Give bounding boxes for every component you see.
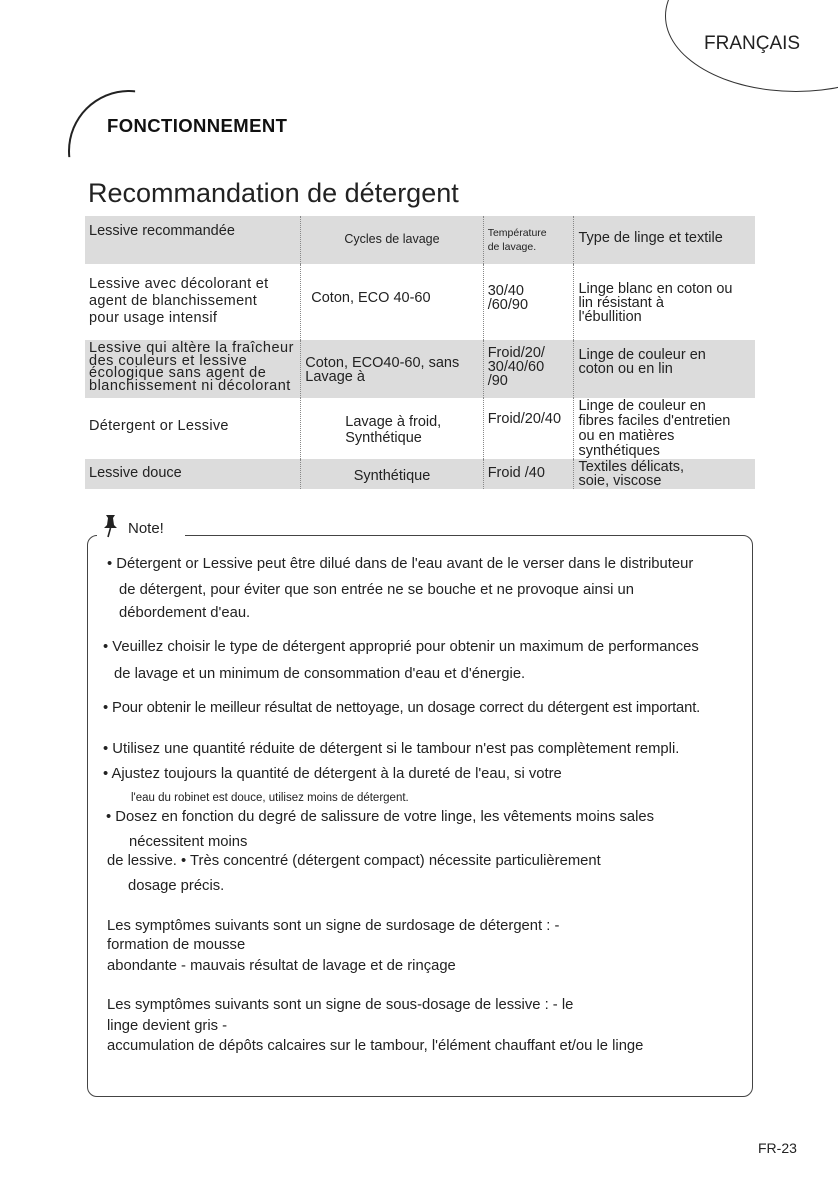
row2-fabric: Linge de couleur en coton ou en lin: [574, 340, 755, 398]
note-line: • Utilisez une quantité réduite de détergent si le tambour n'est pas complètement rempli.: [103, 741, 680, 757]
note-line: abondante - mauvais résultat de lavage et de rinçage: [107, 958, 456, 974]
row2-temperature: Froid/20/ 30/40/60 /90: [483, 340, 574, 398]
note-line: Les symptômes suivants sont un signe de sous-dosage de lessive : - le: [107, 997, 574, 1013]
note-line: l'eau du robinet est douce, utilisez moins de détergent.: [131, 792, 409, 804]
note-line: de lavage et un minimum de consommation d'eau et d'énergie.: [114, 666, 526, 682]
row1-fabric: Linge blanc en coton ou lin résistant à l'ébullition: [578, 281, 733, 325]
note-line: Les symptômes suivants sont un signe de surdosage de détergent : -: [107, 918, 560, 934]
header-cycles: Cycles de lavage: [301, 216, 483, 264]
note-line: débordement d'eau.: [119, 605, 251, 621]
row4-cycles: Synthétique: [301, 459, 483, 489]
note-line: de lessive. • Très concentré (détergent compact) nécessite particulièrement: [107, 853, 601, 869]
note-line: linge devient gris -: [107, 1018, 228, 1034]
row3-detergent: Détergent or Lessive: [85, 398, 301, 459]
header-detergent: Lessive recommandée: [85, 216, 301, 264]
row3-temperature: Froid/20/40: [483, 398, 574, 459]
section-title: FONCTIONNEMENT: [107, 115, 288, 136]
table-row: [85, 459, 755, 489]
note-line: • Veuillez choisir le type de détergent approprié pour obtenir un maximum de performances: [103, 639, 699, 655]
table-row: [85, 264, 755, 340]
note-line: dosage précis.: [128, 878, 225, 894]
row2-detergent: Lessive qui altère la fraîcheur des couleurs et lessive écologique sans agent de blanchissement ni décolorant: [85, 340, 301, 398]
note-line: • Pour obtenir le meilleur résultat de nettoyage, un dosage correct du détergent est important.: [103, 700, 701, 716]
row4-temperature: Froid /40: [483, 459, 574, 489]
table-header-row: [85, 216, 755, 264]
pushpin-icon: [100, 513, 122, 539]
row1-temperature: 30/40 /60/90: [483, 264, 574, 340]
row4-fabric: Textiles délicats, soie, viscose: [574, 459, 755, 489]
note-line: • Détergent or Lessive peut être dilué dans de l'eau avant de le verser dans le distributeur: [107, 556, 694, 572]
note-label: Note!: [128, 520, 164, 537]
page-title: Recommandation de détergent: [88, 178, 459, 208]
page-number: FR-23: [758, 1140, 797, 1156]
row1-detergent: Lessive avec décolorant et agent de blanchissement pour usage intensif: [85, 264, 301, 340]
header-temperature: Température de lavage.: [483, 216, 574, 264]
table-row: [85, 340, 755, 398]
row4-detergent: Lessive douce: [85, 459, 301, 489]
row3-fabric: Linge de couleur en fibres faciles d'entretien ou en matières synthétiques: [578, 398, 731, 459]
row1-cycles: Coton, ECO 40-60: [301, 264, 483, 340]
header-fabric: Type de linge et textile: [574, 216, 755, 264]
table-row: [85, 398, 755, 459]
detergent-table: [85, 216, 755, 489]
note-line: de détergent, pour éviter que son entrée ne se bouche et ne provoque ainsi un: [119, 582, 634, 598]
note-line: formation de mousse: [107, 937, 246, 953]
note-line: • Ajustez toujours la quantité de détergent à la dureté de l'eau, si votre: [103, 766, 562, 782]
language-label: FRANÇAIS: [704, 33, 801, 54]
note-line: accumulation de dépôts calcaires sur le tambour, l'élément chauffant et/ou le linge: [107, 1038, 644, 1054]
note-line: • Dosez en fonction du degré de salissure de votre linge, les vêtements moins sales: [106, 809, 655, 825]
row2-cycles: Coton, ECO40-60, sans Lavage à: [301, 340, 483, 398]
note-line: nécessitent moins: [129, 834, 248, 850]
row3-cycles: Lavage à froid, Synthétique: [301, 398, 483, 459]
